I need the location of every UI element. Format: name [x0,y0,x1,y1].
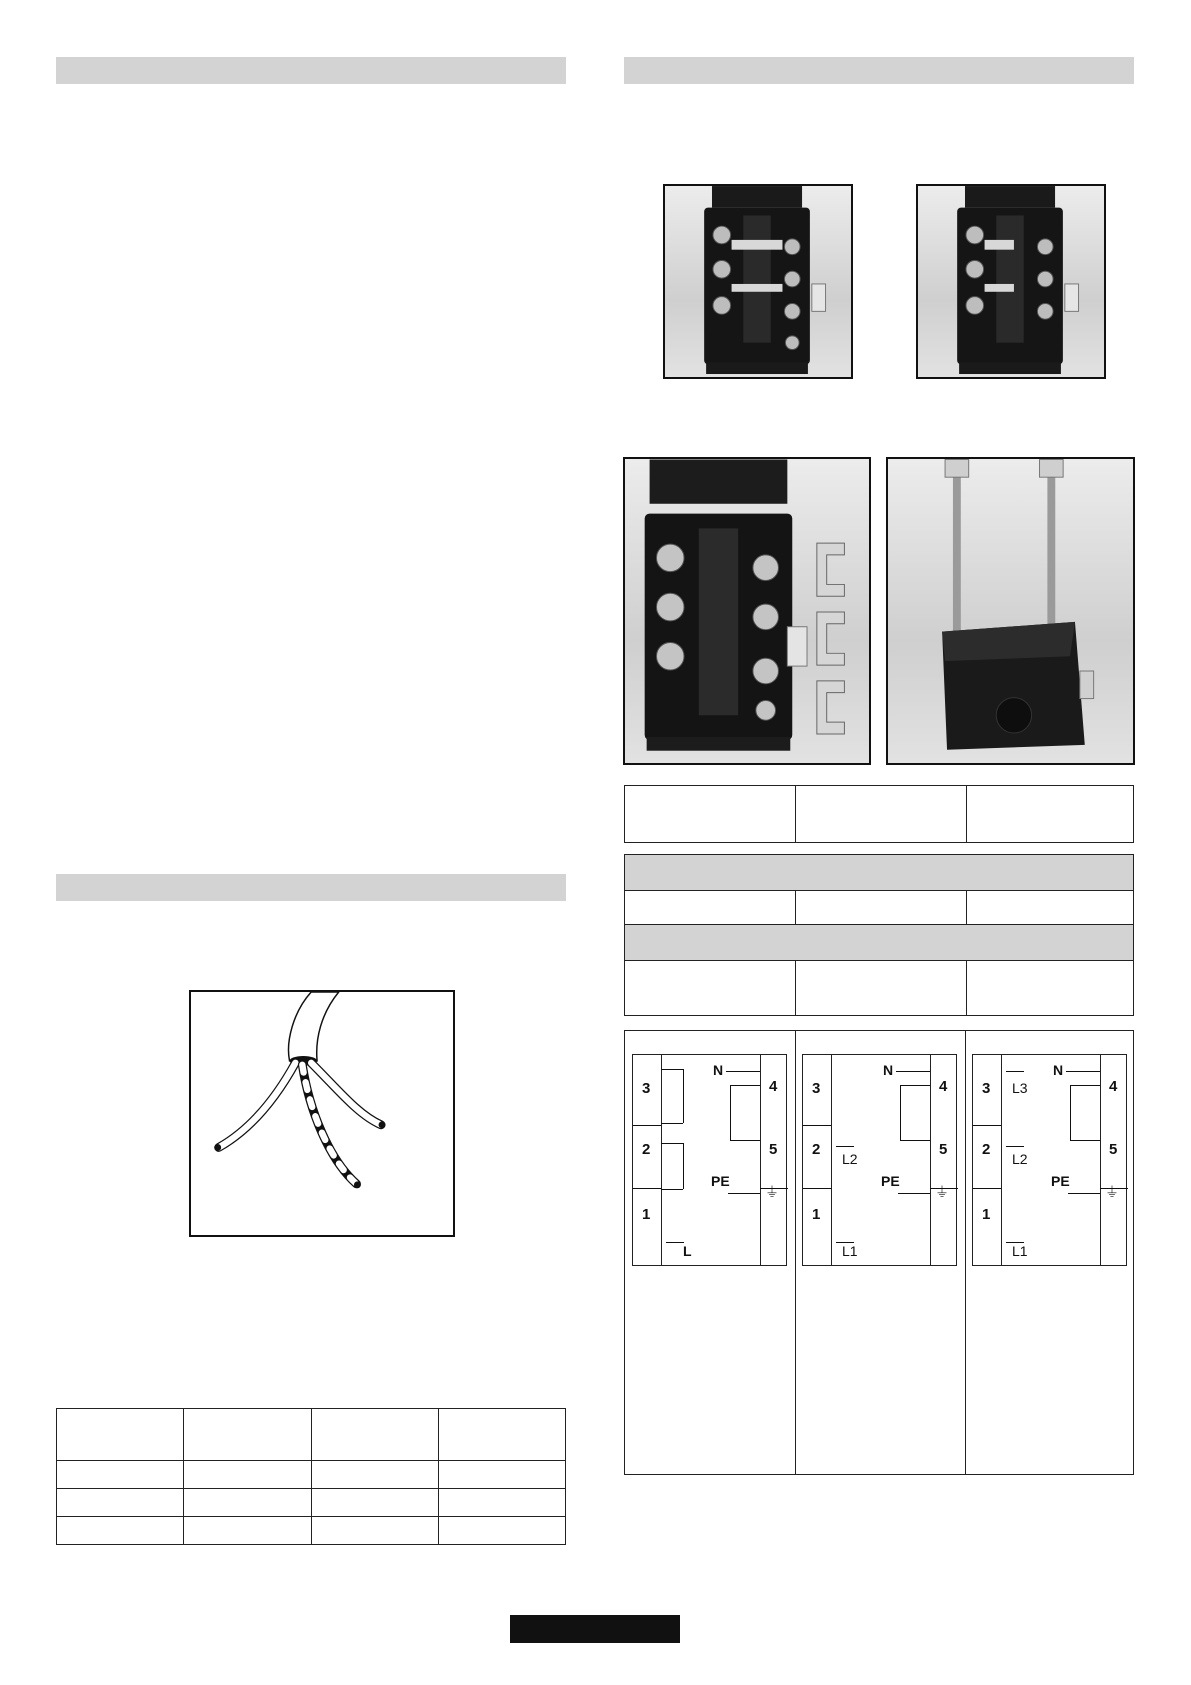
terminal-3: 3 [642,1080,651,1097]
terminal-4: 4 [769,1078,778,1095]
terminal-4: 4 [939,1078,948,1095]
terminal-block-icon [625,459,869,763]
label-pe: PE [1051,1173,1070,1189]
terminal-2: 2 [982,1141,991,1158]
terminal-block-photo-2 [916,184,1106,379]
label-l2: L2 [842,1151,858,1167]
section-bar-cable [56,874,566,901]
terminal-3: 3 [982,1080,991,1097]
earth-icon: ⏚ [935,1184,949,1200]
table-cell [967,786,1133,842]
wiring-diagram-3 [972,1054,1127,1266]
earth-icon: ⏚ [1105,1184,1119,1200]
label-n: N [713,1062,724,1078]
page-footer-tab [510,1615,680,1643]
terminal-5: 5 [939,1141,948,1158]
terminal-1: 1 [642,1206,651,1223]
wiring-diagram-1 [632,1054,787,1266]
label-l2: L2 [1012,1151,1028,1167]
terminal-block-icon [888,459,1133,763]
terminal-1: 1 [982,1206,991,1223]
wiring-diagram-2 [802,1054,957,1266]
label-l3: L3 [1012,1080,1028,1096]
connection-table-top [624,785,1134,843]
terminal-3: 3 [812,1080,821,1097]
cable-drawing [189,990,455,1237]
table-row [57,1517,566,1545]
table-header-band [625,925,1133,961]
table-row [57,1489,566,1517]
terminal-4: 4 [1109,1078,1118,1095]
table-row [625,961,1133,1015]
label-l1: L1 [1012,1243,1028,1259]
earth-icon: ⏚ [765,1184,779,1200]
table-cell [796,786,967,842]
terminal-block-icon [665,186,851,377]
terminal-2: 2 [812,1141,821,1158]
section-bar-top-left [56,57,566,84]
terminal-2: 2 [642,1141,651,1158]
terminal-block-icon [918,186,1104,377]
table-header-band [625,855,1133,891]
terminal-cover-photo [886,457,1135,765]
connection-table-middle [624,854,1134,1016]
label-pe: PE [881,1173,900,1189]
table-row [57,1409,566,1461]
cable-icon [191,992,453,1235]
label-l1: L1 [842,1243,858,1259]
table-cell [625,786,796,842]
terminal-5: 5 [769,1141,778,1158]
wiring-diagrams-panel [624,1030,1134,1475]
terminal-block-photo-1 [663,184,853,379]
terminal-5: 5 [1109,1141,1118,1158]
terminal-block-photo-3 [623,457,871,765]
label-pe: PE [711,1173,730,1189]
terminal-1: 1 [812,1206,821,1223]
table-row [57,1461,566,1489]
table-row [625,891,1133,925]
label-l1: L [683,1243,692,1259]
label-n: N [1053,1062,1064,1078]
cable-spec-table [56,1408,566,1545]
label-n: N [883,1062,894,1078]
section-bar-top-right [624,57,1134,84]
